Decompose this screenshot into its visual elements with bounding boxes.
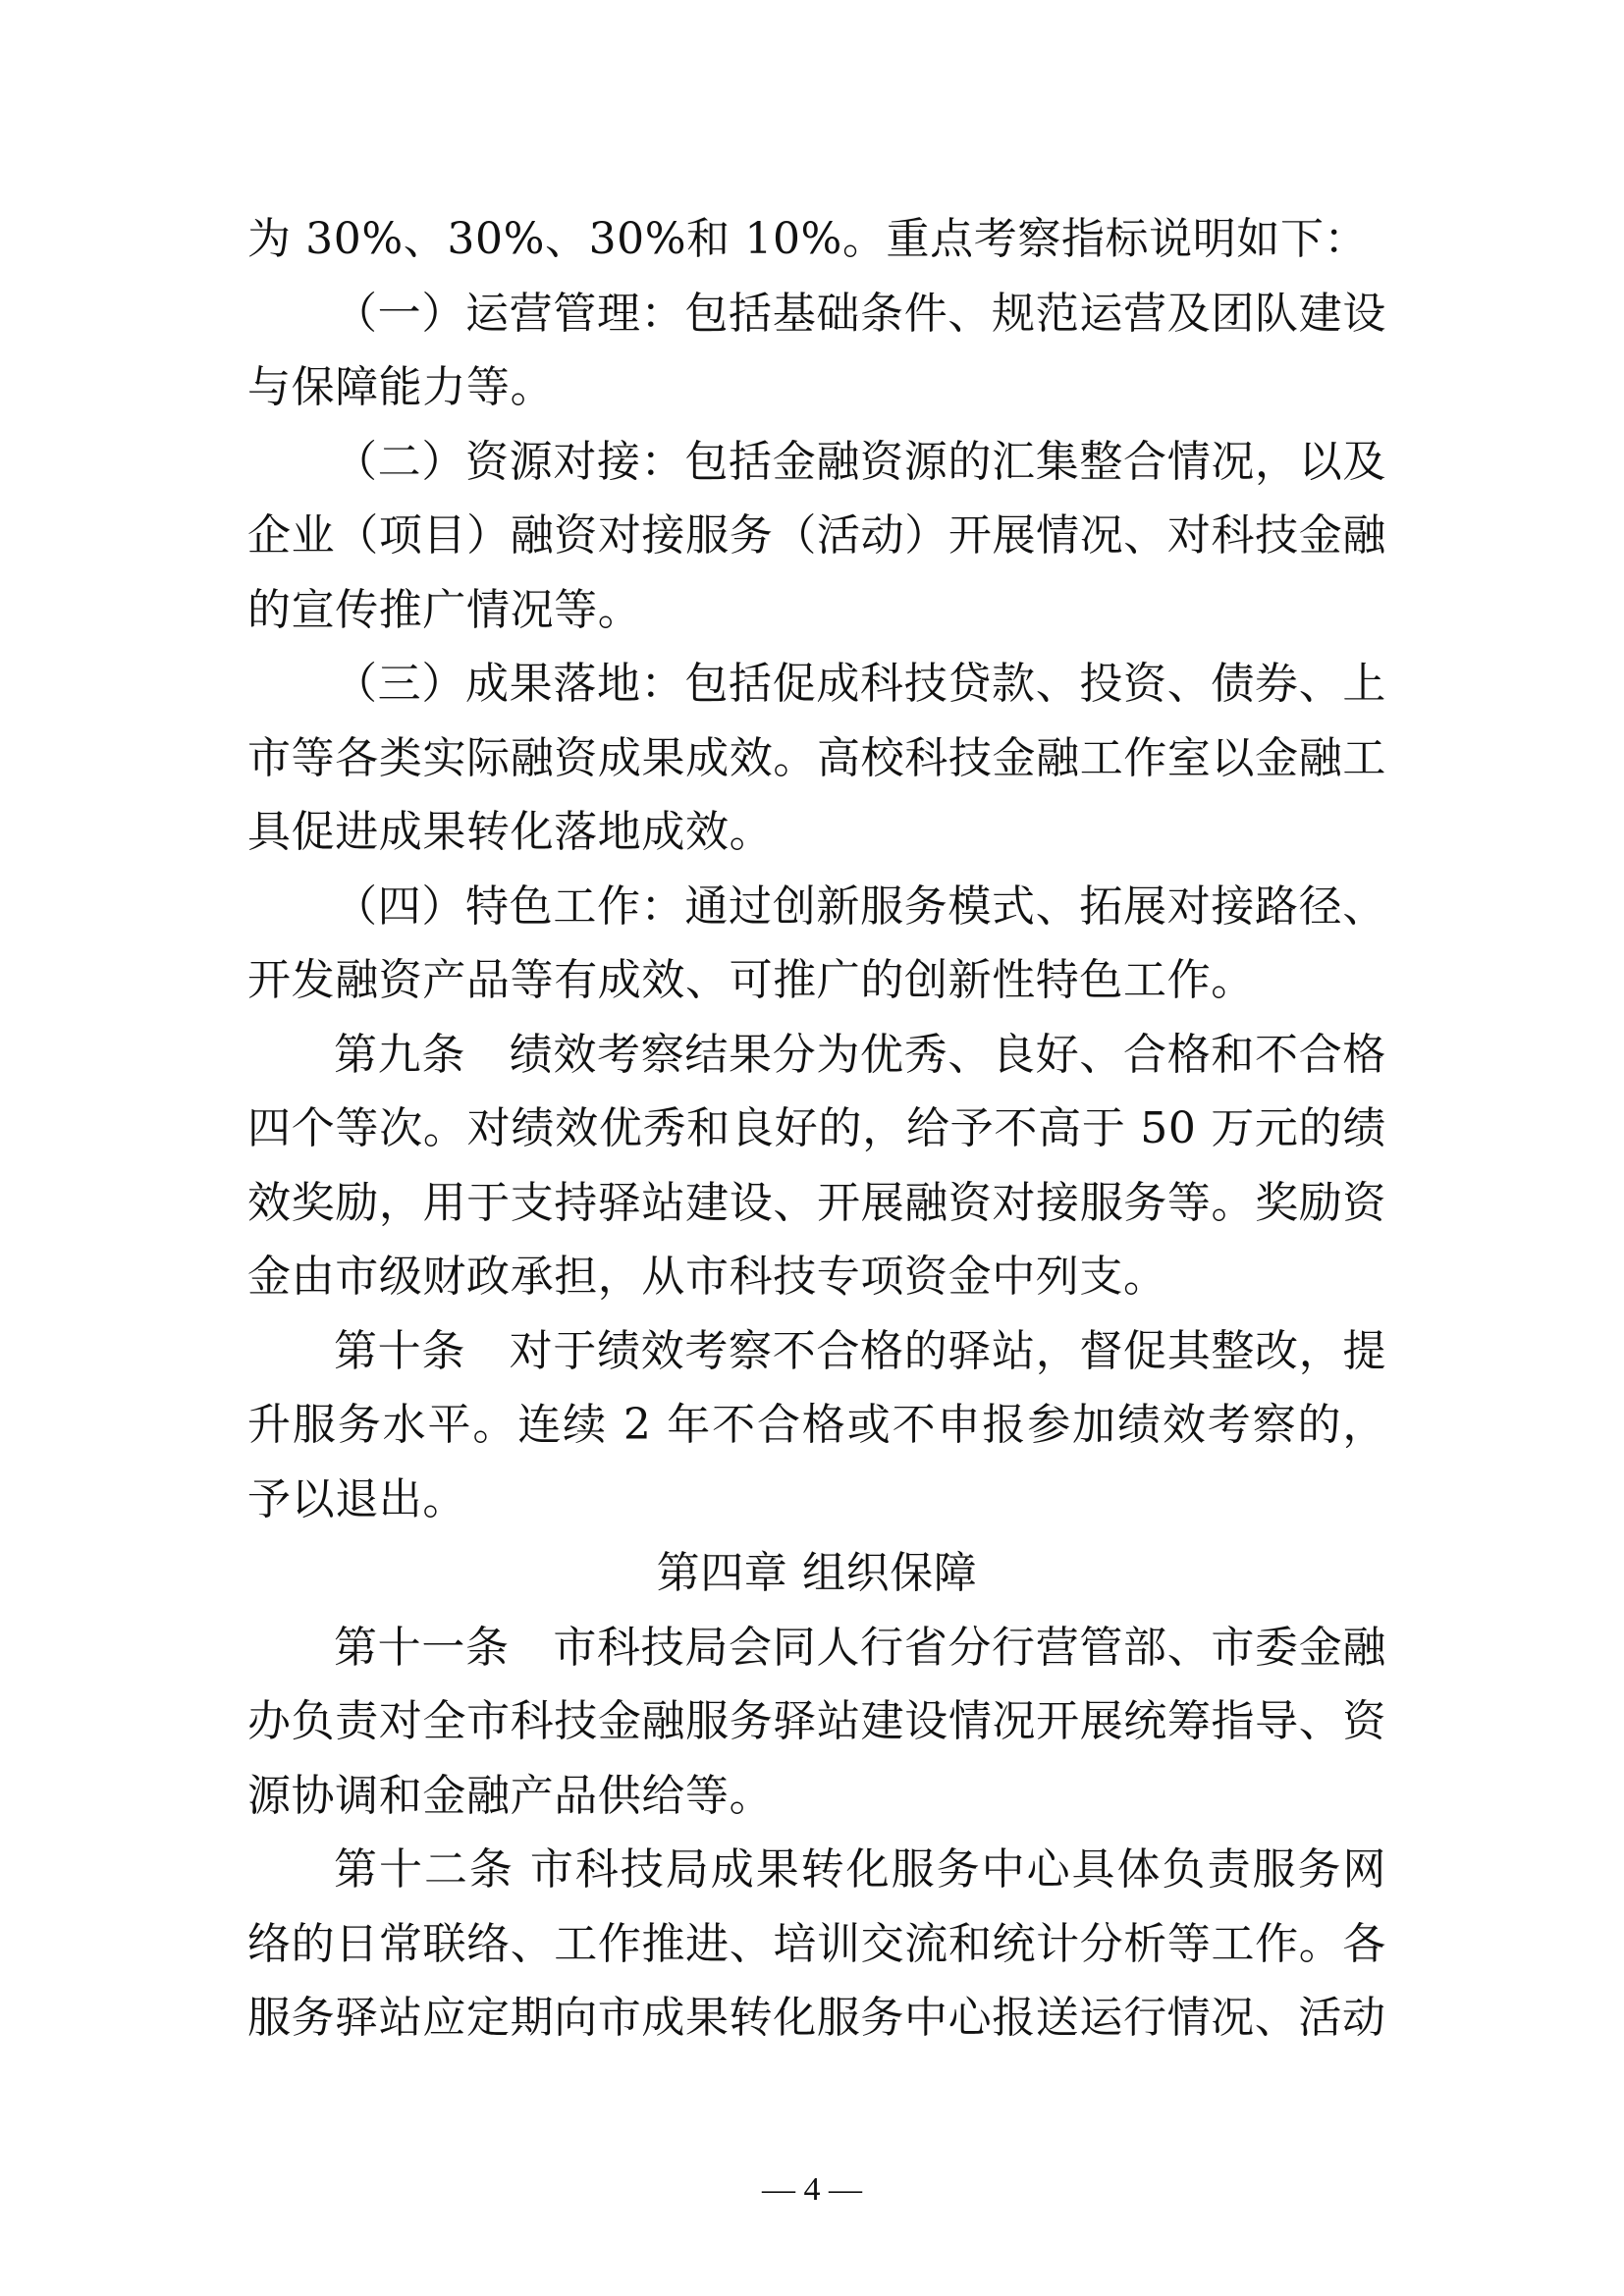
article-11: 第十一条 市科技局会同人行省分行营管部、市委金融办负责对全市科技金融服务驿站建设情况开展统筹指导、资源协调和金融产品供给等。 xyxy=(247,1622,1386,1821)
article-12: 第十二条 市科技局成果转化服务中心具体负责服务网络的日常联络、工作推进、培训交流和统计分析等工作。各服务驿站应定期向市成果转化服务中心报送运行情况、活动 xyxy=(247,1844,1386,2043)
page-number: — 4 — xyxy=(762,2171,862,2208)
paragraph-operation-management: （一）运营管理：包括基础条件、规范运营及团队建设与保障能力等。 xyxy=(247,288,1386,412)
article-9: 第九条 绩效考察结果分为优秀、良好、合格和不合格四个等次。对绩效优秀和良好的，给予不高于 50 万元的绩效奖励，用于支持驿站建设、开展融资对接服务等。奖励资金由市级财政承担，从市科技专项资金中列支。 xyxy=(247,1029,1386,1302)
chapter-heading: 第四章 组织保障 xyxy=(656,1548,978,1598)
paragraph-indicator-weights: 为 30%、30%、30%和 10%。重点考察指标说明如下： xyxy=(247,214,1369,264)
paragraph-resource-docking: （二）资源对接：包括金融资源的汇集整合情况，以及企业（项目）融资对接服务（活动）开展情况、对科技金融的宣传推广情况等。 xyxy=(247,436,1386,635)
article-10: 第十条 对于绩效考察不合格的驿站，督促其整改，提升服务水平。连续 2 年不合格或不申报参加绩效考察的，予以退出。 xyxy=(247,1325,1386,1524)
document-body xyxy=(247,202,1386,2056)
paragraph-results-landing: （三）成果落地：包括促成科技贷款、投资、债券、上市等各类实际融资成果成效。高校科技金融工作室以金融工具促进成果转化落地成效。 xyxy=(247,659,1386,857)
paragraph-featured-work: （四）特色工作：通过创新服务模式、拓展对接路径、开发融资产品等有成效、可推广的创新性特色工作。 xyxy=(247,881,1386,1005)
